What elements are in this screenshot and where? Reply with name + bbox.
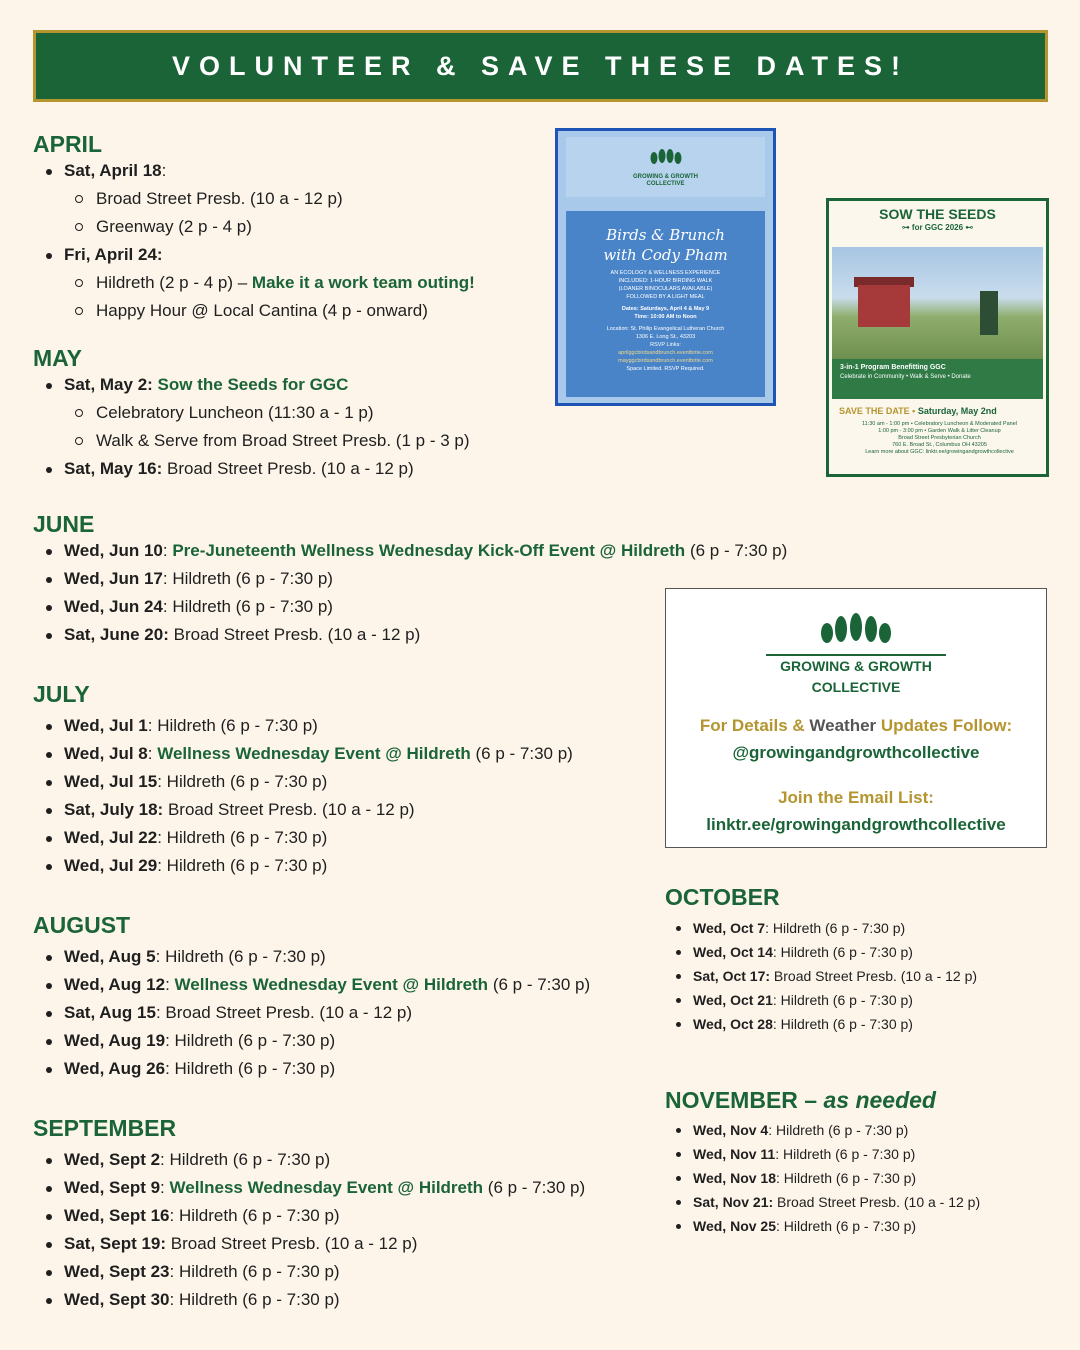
event-date: Sat, April 18 <box>64 161 162 180</box>
event-date: Sat, June 20: <box>64 625 169 644</box>
event-date: Wed, Jul 22 <box>64 828 158 847</box>
info-follow-text: For Details & Weather Updates Follow: <box>699 716 1013 735</box>
event-date: Sat, Aug 15 <box>64 1003 156 1022</box>
sub-item: Broad Street Presb. (10 a - 12 p) <box>64 185 475 213</box>
event-date: Fri, April 24: <box>64 245 163 264</box>
month-heading-may: MAY <box>33 345 82 371</box>
month-heading-november <box>665 1087 936 1114</box>
event-date: Wed, Jun 17 <box>64 569 163 588</box>
info-box <box>665 588 1047 848</box>
sub-item: Greenway (2 p - 4 p) <box>64 213 475 241</box>
event-date: Sat, Oct 17: <box>693 968 771 984</box>
event-text: : Hildreth (6 p - 7:30 p) <box>775 1146 916 1162</box>
banner-title: VOLUNTEER & SAVE THESE DATES! <box>33 30 1048 102</box>
event-date: Wed, Sept 30 <box>64 1290 170 1309</box>
event-text: : Hildreth (6 p - 7:30 p) <box>169 1262 340 1281</box>
list-item <box>33 796 573 824</box>
list-item <box>33 971 590 999</box>
event-text: : Hildreth (6 p - 7:30 p) <box>162 597 333 616</box>
kiosk <box>980 291 998 335</box>
flyer-program-band: 3-in-1 Program Benefitting GGC Celebrate in Community • Walk & Serve • Donate <box>832 359 1043 399</box>
trees-logo-icon <box>818 610 894 650</box>
list-item <box>665 1012 977 1036</box>
event-text: : Hildreth (6 p - 7:30 p) <box>160 1150 331 1169</box>
event-date: Wed, Sept 23 <box>64 1262 170 1281</box>
list-item <box>33 1258 585 1286</box>
event-text: : Hildreth (6 p - 7:30 p) <box>162 569 333 588</box>
may-list <box>33 371 470 483</box>
month-heading-april: APRIL <box>33 131 102 157</box>
sub-item: Celebratory Luncheon (11:30 a - 1 p) <box>64 399 470 427</box>
sub-item: Walk & Serve from Broad Street Presb. (1 p - 3 p) <box>64 427 470 455</box>
event-date: Wed, Oct 7 <box>693 920 766 936</box>
event-date: Wed, Aug 5 <box>64 947 156 966</box>
event-text: : Hildreth (6 p - 7:30 p) <box>772 1016 913 1032</box>
event-text: : Hildreth (6 p - 7:30 p) <box>157 828 328 847</box>
event-date: Wed, Aug 26 <box>64 1059 166 1078</box>
event-date: Wed, Jul 1 <box>64 716 148 735</box>
event-separator: : <box>160 1178 170 1197</box>
event-text: : Hildreth (6 p - 7:30 p) <box>765 920 906 936</box>
list-item <box>33 740 573 768</box>
event-text: : Hildreth (6 p - 7:30 p) <box>157 772 328 791</box>
list-item <box>665 1118 980 1142</box>
list-item <box>33 455 470 483</box>
event-date: Wed, Jun 24 <box>64 597 163 616</box>
october-list <box>665 916 977 1036</box>
list-item <box>33 371 470 455</box>
event-separator: : <box>161 161 167 180</box>
flyer-header <box>566 137 765 197</box>
event-text: Broad Street Presb. (10 a - 12 p) <box>170 1234 418 1253</box>
event-text: : Hildreth (6 p - 7:30 p) <box>768 1122 909 1138</box>
event-date: Wed, Aug 19 <box>64 1031 166 1050</box>
list-item <box>33 943 590 971</box>
highlight-text: Pre-Juneteenth Wellness Wednesday Kick-Off Event @ Hildreth <box>172 541 686 560</box>
list-item <box>33 824 573 852</box>
list-item <box>33 157 475 241</box>
event-text: : Hildreth (6 p - 7:30 p) <box>165 1059 336 1078</box>
april-list <box>33 157 475 325</box>
list-item <box>33 1286 585 1314</box>
event-text: : Hildreth (6 p - 7:30 p) <box>147 716 318 735</box>
november-list <box>665 1118 980 1238</box>
event-separator: : <box>162 541 173 560</box>
flyer-links: aprilggcbirdsandbrunch.eventbrite.com mayggcbirdsandbrunch.eventbrite.com <box>618 350 713 364</box>
event-separator: : <box>165 975 175 994</box>
event-date: Wed, Sept 16 <box>64 1206 170 1225</box>
november-heading-note: as needed <box>823 1087 936 1113</box>
event-date: Wed, Oct 28 <box>693 1016 773 1032</box>
trees-logo-icon <box>646 147 686 167</box>
list-item <box>33 1146 585 1174</box>
month-heading-july: JULY <box>33 681 90 707</box>
event-text: : Hildreth (6 p - 7:30 p) <box>776 1218 917 1234</box>
event-text: : Hildreth (6 p - 7:30 p) <box>772 992 913 1008</box>
july-list <box>33 712 573 880</box>
list-item <box>665 988 977 1012</box>
sub-item: Happy Hour @ Local Cantina (4 p - onward) <box>64 297 475 325</box>
event-date: Wed, Aug 12 <box>64 975 166 994</box>
event-date: Sat, Nov 21: <box>693 1194 774 1210</box>
event-text: Broad Street Presb. (10 a - 12 p) <box>173 625 421 644</box>
month-heading-june: JUNE <box>33 511 95 537</box>
event-text: Broad Street Presb. (10 a - 12 p) <box>167 459 414 478</box>
event-text: (6 p - 7:30 p) <box>492 975 591 994</box>
event-separator: : <box>147 744 158 763</box>
list-item <box>33 999 590 1027</box>
event-date: Wed, Nov 11 <box>693 1146 776 1162</box>
event-text: : Hildreth (6 p - 7:30 p) <box>772 944 913 960</box>
event-date: Wed, Sept 9 <box>64 1178 161 1197</box>
flyer-note: Space Limited. RSVP Required. <box>626 366 705 372</box>
event-date: Wed, Nov 18 <box>693 1170 776 1186</box>
august-list <box>33 943 590 1083</box>
email-list-link[interactable]: linktr.ee/growingandgrowthcollective <box>706 815 1006 834</box>
list-item <box>33 852 573 880</box>
list-item <box>665 1214 980 1238</box>
highlight-text: Make it a work team outing! <box>251 273 475 292</box>
event-text: Broad Street Presb. (10 a - 12 p) <box>167 800 415 819</box>
flyer-description: AN ECOLOGY & WELLNESS EXPERIENCE INCLUDED: 1-HOUR BIRDING WALK (LOANER BINOCULARS AVAILABLE) FOLLOWED BY A LIGHT MEAL <box>610 270 721 300</box>
september-list <box>33 1146 585 1314</box>
event-date: Sat, July 18: <box>64 800 164 819</box>
list-item <box>33 1027 590 1055</box>
shovel-icon: ⊶ <box>901 223 910 232</box>
event-text: : Hildreth (6 p - 7:30 p) <box>155 947 326 966</box>
list-item <box>665 916 977 940</box>
garden-photo <box>832 247 1043 359</box>
event-date: Sat, May 2: <box>64 375 153 394</box>
flyer-subtitle: ⊶ for GGC 2026 ⊷ <box>901 223 974 232</box>
list-item <box>33 241 475 325</box>
event-date: Wed, Nov 25 <box>693 1218 776 1234</box>
list-item <box>665 940 977 964</box>
event-text: : Broad Street Presb. (10 a - 12 p) <box>155 1003 413 1022</box>
sub-item <box>64 269 475 297</box>
event-date: Wed, Jun 10 <box>64 541 163 560</box>
month-heading-october: OCTOBER <box>665 884 780 910</box>
highlight-text: Wellness Wednesday Event @ Hildreth <box>169 1178 484 1197</box>
rake-icon: ⊷ <box>965 223 974 232</box>
flyer-title: Birds & Brunch with Cody Pham <box>603 226 728 264</box>
month-heading-september: SEPTEMBER <box>33 1115 177 1141</box>
flyer-org-name: GROWING & GROWTH COLLECTIVE <box>633 174 698 187</box>
highlight-text: Wellness Wednesday Event @ Hildreth <box>174 975 489 994</box>
event-date: Sat, Sept 19: <box>64 1234 167 1253</box>
event-text: : Hildreth (6 p - 7:30 p) <box>169 1290 340 1309</box>
flyer-title: SOW THE SEEDS <box>879 206 996 222</box>
event-text: : Hildreth (6 p - 7:30 p) <box>169 1206 340 1225</box>
event-date: Wed, Jul 15 <box>64 772 158 791</box>
event-text: (6 p - 7:30 p) <box>487 1178 586 1197</box>
birds-brunch-flyer <box>555 128 776 406</box>
highlight-text: Wellness Wednesday Event @ Hildreth <box>157 744 471 763</box>
event-text: Broad Street Presb. (10 a - 12 p) <box>773 968 978 984</box>
social-handle[interactable]: @growingandgrowthcollective <box>732 743 980 762</box>
event-date: Wed, Nov 4 <box>693 1122 769 1138</box>
list-item <box>665 1142 980 1166</box>
list-item <box>33 1202 585 1230</box>
flyer-save-date: SAVE THE DATE • Saturday, May 2nd <box>839 406 997 416</box>
event-date: Sat, May 16: <box>64 459 163 478</box>
info-org-name: GROWING & GROWTH COLLECTIVE <box>780 658 932 695</box>
month-heading-august: AUGUST <box>33 912 131 938</box>
sow-the-seeds-flyer <box>826 198 1049 477</box>
list-item <box>33 537 787 565</box>
event-text: : Hildreth (6 p - 7:30 p) <box>776 1170 917 1186</box>
event-date: Wed, Oct 14 <box>693 944 773 960</box>
list-item <box>33 1230 585 1258</box>
flyer-dates: Dates: Saturdays, April 4 & May 9 Time: 10:00 AM to Noon <box>621 306 710 320</box>
event-text: Broad Street Presb. (10 a - 12 p) <box>777 1194 981 1210</box>
event-date: Wed, Jul 29 <box>64 856 158 875</box>
list-item <box>665 964 977 988</box>
flyer-card <box>566 211 765 397</box>
event-date: Wed, Oct 21 <box>693 992 773 1008</box>
november-heading-text: NOVEMBER – <box>665 1087 818 1113</box>
list-item <box>33 768 573 796</box>
flyer-location: Location: St. Philip Evangelical Lutheran Church 1306 E. Long St., 43203 RSVP Links: <box>606 326 725 348</box>
barn <box>858 285 910 327</box>
sub-text: Hildreth (2 p - 4 p) – <box>96 273 252 292</box>
event-date: Wed, Jul 8 <box>64 744 148 763</box>
list-item <box>665 1166 980 1190</box>
list-item <box>33 1055 590 1083</box>
highlight-text: Sow the Seeds for GGC <box>157 375 349 394</box>
list-item <box>665 1190 980 1214</box>
flyer-event-info: 11:30 am - 1:00 pm • Celebratory Luncheon & Moderated Panel 1:00 pm - 3:00 pm • Garden Walk & Litter Cleanup Broad Street Presbyterian Church 760 E. Broad St., Columbus OH 43205 Learn more about GGC: linktr.ee/growingandgrowthcollective <box>862 421 1017 455</box>
flyer-header <box>829 206 1046 232</box>
list-item <box>33 712 573 740</box>
list-item <box>33 1174 585 1202</box>
event-date: Wed, Sept 2 <box>64 1150 161 1169</box>
info-join-text: Join the Email List: <box>778 788 934 807</box>
event-text: : Hildreth (6 p - 7:30 p) <box>165 1031 336 1050</box>
event-text: : Hildreth (6 p - 7:30 p) <box>157 856 328 875</box>
event-text: (6 p - 7:30 p) <box>689 541 788 560</box>
event-text: (6 p - 7:30 p) <box>475 744 573 763</box>
